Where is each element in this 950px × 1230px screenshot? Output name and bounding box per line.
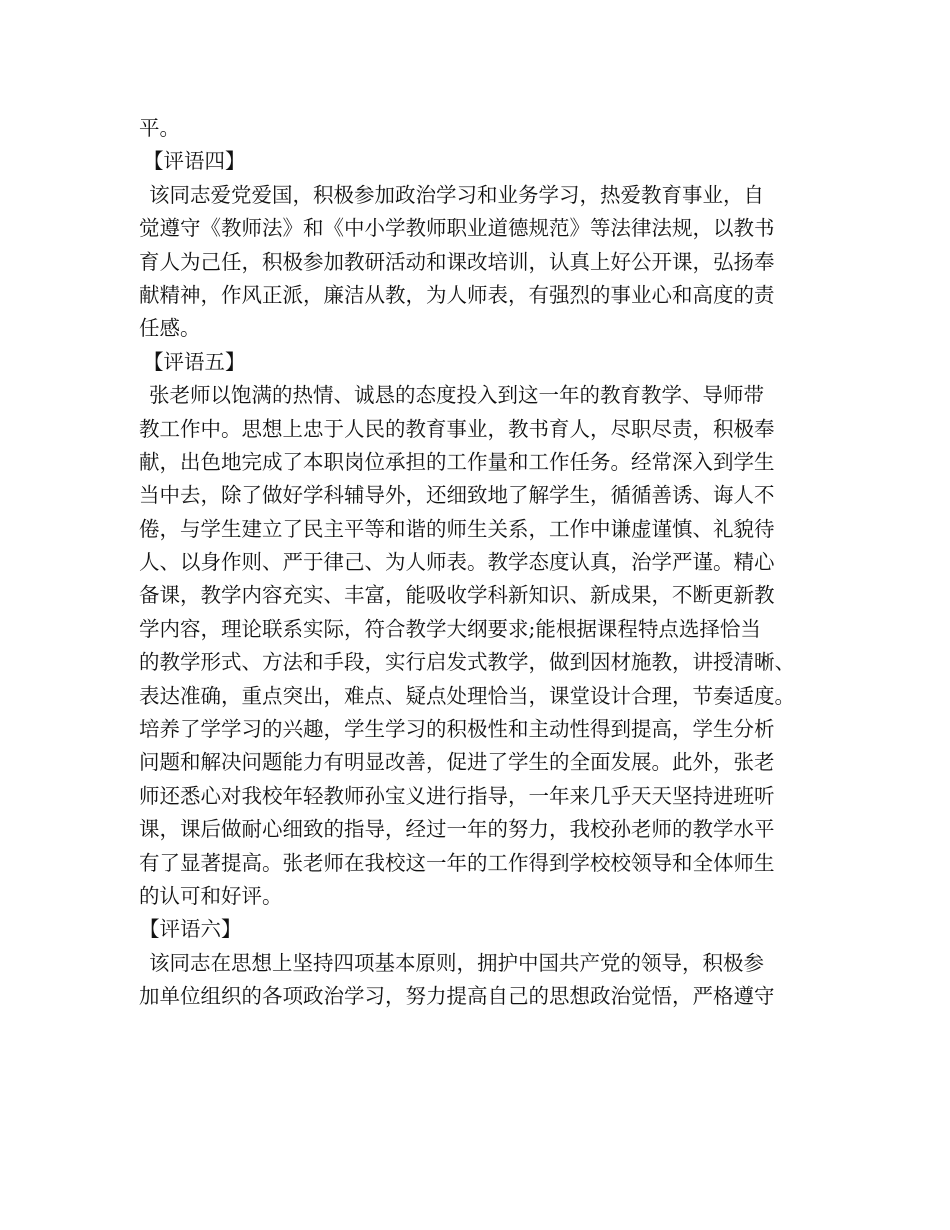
paragraph-line: 献，出色地完成了本职岗位承担的工作量和工作任务。经常深入到学生 xyxy=(139,449,775,474)
section-heading: 【评语六】 xyxy=(139,917,242,942)
paragraph-first-line: 张老师以饱满的热情、诚恳的态度投入到这一年的教育教学、导师带 xyxy=(149,383,764,408)
paragraph-line: 加单位组织的各项政治学习，努力提高自己的思想政治觉悟，严格遵守 xyxy=(139,984,775,1009)
paragraph-line: 育人为己任，积极参加教研活动和课改培训，认真上好公开课，弘扬奉 xyxy=(139,249,775,274)
paragraph-line: 倦，与学生建立了民主平等和谐的师生关系，工作中谦虚谨慎、礼貌待 xyxy=(139,516,775,541)
section-heading: 【评语五】 xyxy=(143,349,246,374)
paragraph-line: 培养了学学习的兴趣，学生学习的积极性和主动性得到提高，学生分析 xyxy=(139,717,775,742)
paragraph-line: 表达准确，重点突出，难点、疑点处理恰当，课堂设计合理，节奏适度。 xyxy=(139,683,795,708)
paragraph-line: 有了显著提高。张老师在我校这一年的工作得到学校校领导和全体师生 xyxy=(139,850,775,875)
document-body xyxy=(139,112,819,1014)
paragraph-line: 献精神，作风正派，廉洁从教，为人师表，有强烈的事业心和高度的责 xyxy=(139,282,775,307)
paragraph-line: 课，课后做耐心细致的指导，经过一年的努力，我校孙老师的教学水平 xyxy=(139,817,775,842)
paragraph-line: 当中去，除了做好学科辅导外，还细致地了解学生，循循善诱、诲人不 xyxy=(139,483,775,508)
paragraph-line: 备课，教学内容充实、丰富，能吸收学科新知识、新成果，不断更新教 xyxy=(139,583,775,608)
paragraph-first-line: 该同志爱党爱国，积极参加政治学习和业务学习，热爱教育事业，自 xyxy=(149,182,764,207)
paragraph-line: 平。 xyxy=(139,116,180,140)
section-heading: 【评语四】 xyxy=(143,149,246,174)
paragraph-line: 问题和解决问题能力有明显改善，促进了学生的全面发展。此外，张老 xyxy=(139,750,775,775)
paragraph-line: 的认可和好评。 xyxy=(139,883,283,908)
paragraph-line: 师还悉心对我校年轻教师孙宝义进行指导，一年来几乎天天坚持进班听 xyxy=(139,783,775,808)
paragraph-line: 学内容，理论联系实际，符合教学大纲要求;能根据课程特点选择恰当 xyxy=(139,616,761,641)
paragraph-line: 人、以身作则、严于律己、为人师表。教学态度认真，治学严谨。精心 xyxy=(139,550,775,575)
paragraph-line: 觉遵守《教师法》和《中小学教师职业道德规范》等法律法规，以教书 xyxy=(139,216,775,241)
paragraph-first-line: 该同志在思想上坚持四项基本原则，拥护中国共产党的领导，积极参 xyxy=(149,950,764,975)
paragraph-line: 教工作中。思想上忠于人民的教育事业，教书育人，尽职尽责，积极奉 xyxy=(139,416,775,441)
paragraph-line: 的教学形式、方法和手段，实行启发式教学，做到因材施教，讲授清晰、 xyxy=(139,650,795,675)
paragraph-line: 任感。 xyxy=(139,316,201,341)
